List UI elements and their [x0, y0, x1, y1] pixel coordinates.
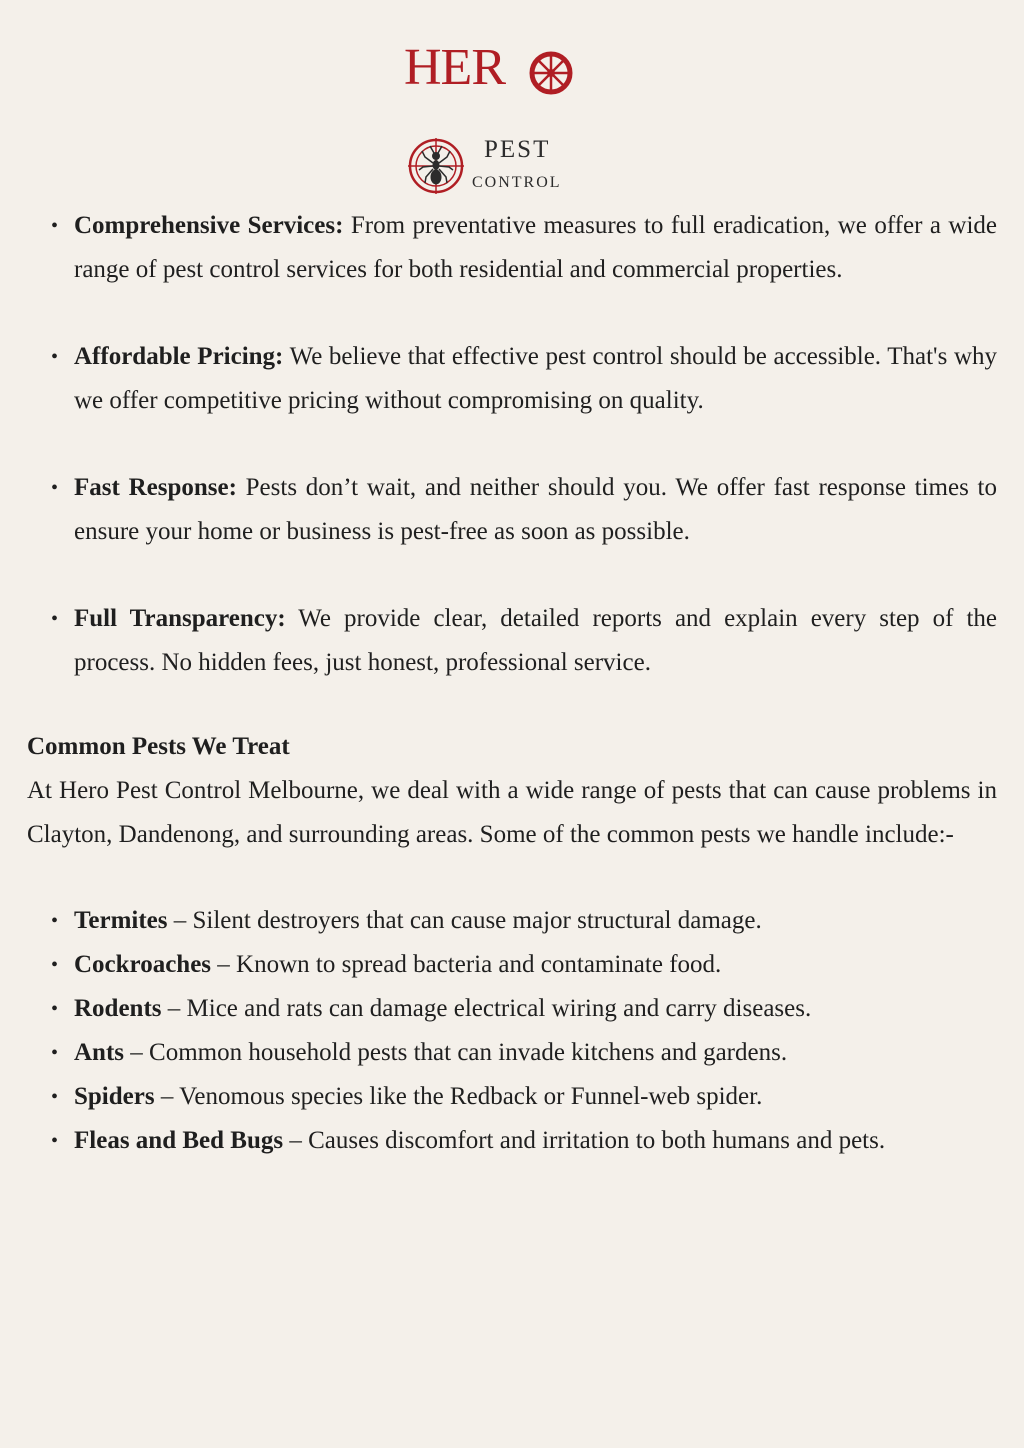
feature-text: We believe that effective pest control should be accessible. That's why we offer competitive pricing without compromising on quality.	[74, 343, 997, 414]
bullet-icon: •	[51, 608, 59, 630]
list-item	[27, 1075, 997, 1119]
ant-target-icon	[406, 136, 466, 196]
feature-text: We provide clear, detailed reports and explain every step of the process. No hidden fees, just honest, professional service.	[74, 605, 998, 676]
bullet-icon: •	[51, 215, 59, 237]
pests-list	[27, 899, 997, 1163]
pest-desc: – Mice and rats can damage electrical wiring and carry diseases.	[161, 995, 812, 1022]
pest-name: Ants	[74, 1039, 125, 1066]
pest-desc: – Venomous species like the Redback or Funnel-web spider.	[154, 1083, 763, 1110]
logo-hero-text: HER	[404, 39, 505, 96]
list-item	[27, 597, 997, 685]
pest-name: Rodents	[74, 995, 162, 1022]
pest-desc: – Causes discomfort and irritation to both humans and pets.	[283, 1127, 886, 1154]
bullet-icon: •	[51, 346, 59, 368]
bullet-icon: •	[51, 910, 59, 932]
pest-desc: – Silent destroyers that can cause major structural damage.	[167, 907, 762, 934]
bullet-icon: •	[51, 1042, 59, 1064]
list-item	[27, 899, 997, 943]
bullet-icon: •	[51, 1130, 59, 1152]
bullet-icon: •	[51, 1086, 59, 1108]
pest-name: Fleas and Bed Bugs	[74, 1127, 284, 1154]
feature-text: Pests don’t wait, and neither should you. We offer fast response times to ensure your home or business is pest-free as soon as possible.	[74, 474, 998, 545]
list-item	[27, 943, 997, 987]
wheel-icon	[528, 50, 574, 96]
pest-name: Cockroaches	[74, 951, 212, 978]
pest-name: Termites	[74, 907, 168, 934]
feature-title: Affordable Pricing:	[74, 343, 284, 370]
bullet-icon: •	[51, 954, 59, 976]
pest-name: Spiders	[74, 1083, 155, 1110]
feature-text: From preventative measures to full eradication, we offer a wide range of pest control services for both residential and commercial properties.	[74, 212, 998, 283]
pest-desc: – Common household pests that can invade kitchens and gardens.	[124, 1039, 788, 1066]
list-item	[27, 335, 997, 423]
logo-control-text: CONTROL	[472, 174, 562, 191]
section-heading: Common Pests We Treat	[27, 733, 290, 760]
feature-title: Full Transparency:	[74, 605, 286, 632]
company-logo	[402, 39, 582, 191]
feature-title: Comprehensive Services:	[74, 212, 344, 239]
main-content	[27, 204, 997, 1163]
list-item	[27, 204, 997, 292]
section-intro: At Hero Pest Control Melbourne, we deal with a wide range of pests that can cause problems in Clayton, Dandenong, and surrounding areas. Some of the common pests we handle include:-	[27, 777, 997, 848]
list-item	[27, 1119, 997, 1163]
bullet-icon: •	[51, 477, 59, 499]
feature-title: Fast Response:	[74, 474, 237, 501]
list-item	[27, 466, 997, 554]
list-item	[27, 987, 997, 1031]
bullet-icon: •	[51, 998, 59, 1020]
features-list	[27, 204, 997, 685]
logo-pest-text: PEST	[484, 136, 551, 163]
list-item	[27, 1031, 997, 1075]
pest-desc: – Known to spread bacteria and contaminate food.	[211, 951, 722, 978]
